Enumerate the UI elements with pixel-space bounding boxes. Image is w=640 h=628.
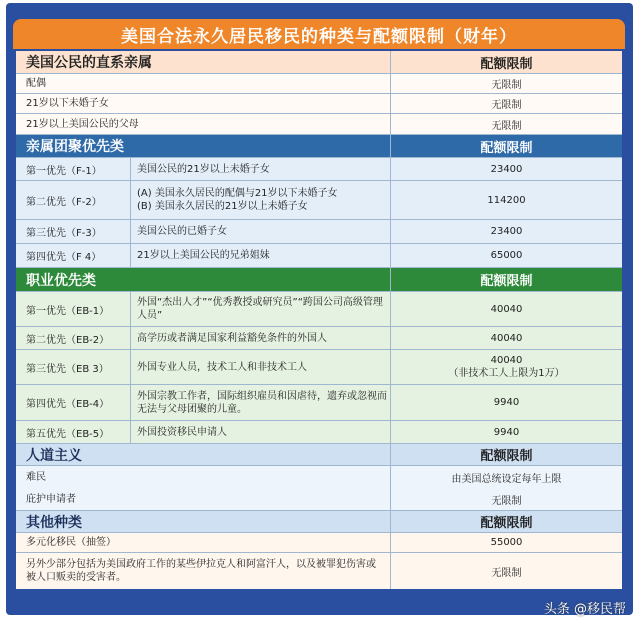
quota-header: 配额限制 [480,274,533,289]
preference-label: 第一优先（F-1） [16,158,131,180]
table-row [16,292,622,327]
preference-desc: 21岁以上美国公民的兄弟姐妹 [137,250,270,261]
watermark: 头条 @移民帮 [543,602,626,617]
preference-desc: (A) 美国永久居民的配偶与21岁以下未婚子女 (B) 美国永久居民的21岁以上未婚子女 [137,188,338,212]
section-header [16,511,622,533]
preference-label: 第四优先（EB-4） [16,385,131,420]
preference-label: 第二优先（F-2） [16,181,131,219]
preference-desc: 高学历或者满足国家利益豁免条件的外国人 [137,332,327,344]
table-row [16,74,622,94]
section-header [16,444,622,466]
section-immediate-relatives [16,51,622,135]
quota-value: 无限制 [491,80,522,91]
section-humanitarian [16,444,622,511]
preference-label: 第三优先（EB 3） [16,350,131,384]
quota-value: 9940 [493,397,520,408]
quota-value: 23400 [490,226,523,237]
category-text: 配偶 [26,78,46,89]
section-heading: 人道主义 [16,444,391,465]
table-row [16,158,622,181]
category-text: 多元化移民（抽签） [26,537,116,548]
preference-desc: 外国“杰出人才”“优秀教授或研究员”“跨国公司高级管理人员” [137,297,383,321]
section-header [16,51,622,74]
preference-label: 第三优先（F-3） [16,220,131,243]
quota-value: 无限制 [491,567,522,579]
table-row [16,553,622,589]
preference-desc: 美国公民的已婚子女 [137,226,227,237]
quota-value: 40040 [490,332,523,344]
category-text: 21岁以下未婚子女 [26,98,109,109]
quota-value: 40040 （非技术工人上限为1万） [448,355,565,379]
section-header [16,268,622,292]
table-row [16,488,622,511]
quota-value: 55000 [490,537,523,548]
quota-value: 无限制 [491,495,522,507]
quota-value: 114200 [487,194,526,206]
table-row [16,385,622,421]
section-heading: 职业优先类 [16,268,391,291]
preference-label: 第一优先（EB-1） [16,292,131,326]
section-header [16,135,622,158]
quota-value: 无限制 [491,120,522,132]
preference-label: 第五优先（EB-5） [16,421,131,443]
quota-header: 配额限制 [480,449,533,464]
quota-header: 配额限制 [480,516,533,531]
quota-value: 无限制 [491,100,522,111]
section-heading: 美国公民的直系亲属 [16,51,391,73]
preference-desc: 外国投资移民申请人 [137,426,227,438]
section-heading: 亲属团聚优先类 [16,135,391,157]
table-row [16,244,622,268]
table-title: 美国合法永久居民移民的种类与配额限制（财年） [13,19,625,49]
section-family-preference [16,135,622,268]
table-row [16,350,622,385]
table-row [16,533,622,553]
preference-desc: 外国宗教工作者，国际组织雇员和因虐待，遗弃或忽视而无法与父母团聚的儿童。 [137,390,387,415]
category-text: 难民 [26,471,46,483]
quota-value: 23400 [490,163,523,175]
table-row [16,421,622,444]
preference-label: 第四优先（F 4） [16,244,131,267]
table-row [16,327,622,350]
preference-desc: 外国专业人员，技术工人和非技术工人 [137,361,307,373]
quota-header: 配额限制 [480,56,533,72]
quota-value: 65000 [490,250,523,261]
table-row [16,181,622,220]
quota-value: 由美国总统设定每年上限 [451,473,562,485]
quota-table [16,51,622,589]
section-heading: 其他种类 [16,511,391,532]
quota-header: 配额限制 [480,140,533,156]
preference-label: 第二优先（EB-2） [16,327,131,349]
table-row [16,94,622,114]
quota-value: 40040 [490,303,523,315]
table-row [16,114,622,135]
table-row [16,220,622,244]
quota-value: 9940 [493,426,520,438]
category-text: 21岁以上美国公民的父母 [26,118,139,130]
preference-desc: 美国公民的21岁以上未婚子女 [137,163,270,175]
section-employment-preference [16,268,622,444]
section-other [16,511,622,589]
table-row [16,466,622,488]
category-text: 另外少部分包括为美国政府工作的某些伊拉克人和阿富汗人，以及被罪犯伤害或被人口贩卖的受害者。 [26,559,376,583]
category-text: 庇护申请者 [26,493,76,505]
